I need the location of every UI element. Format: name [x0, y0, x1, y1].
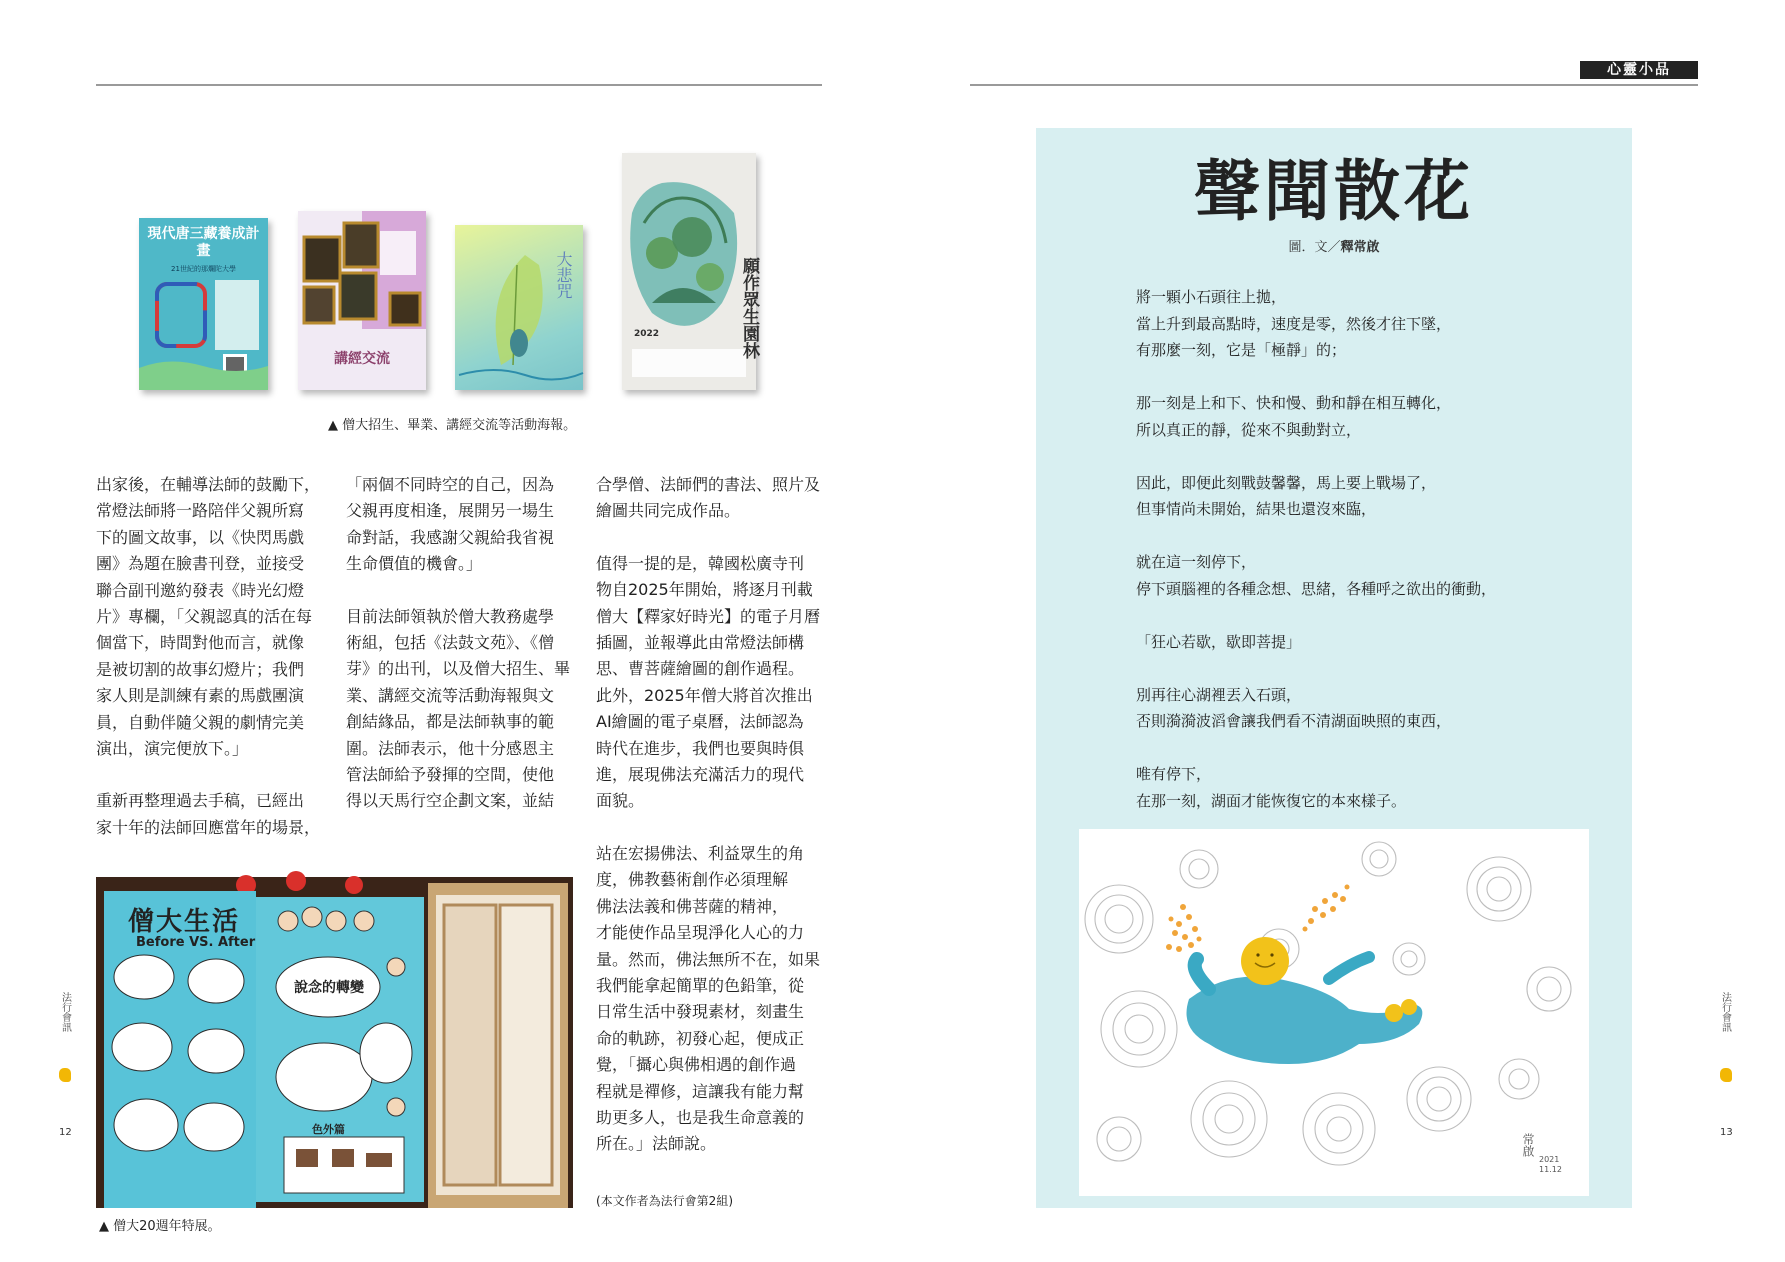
stanza-gap: [1136, 523, 1496, 550]
text-line: 「兩個不同時空的自己，因為: [346, 475, 555, 494]
text-line: 片》專欄，「父親認真的活在每: [96, 607, 313, 627]
stanza-gap: [1136, 655, 1496, 682]
poem-line: 有那麼一刻，它是「極靜」的；: [1136, 341, 1347, 359]
text-line: 才能使作品呈現淨化人心的力: [596, 923, 805, 943]
left-top-rule: [96, 84, 822, 86]
text-line: 圍。法師表示，他十分感恩主: [346, 738, 555, 758]
byline: [1036, 236, 1632, 255]
watercolor-painting: [1079, 829, 1589, 1196]
text-line: 命對話，我感謝父親給我省視: [346, 527, 555, 547]
hand-icon: [59, 1068, 71, 1082]
text-line: 程就是禪修，這讓我有能力幫: [596, 1081, 805, 1101]
poem-line: 但事情尚未開始，結果也還沒來臨，: [1136, 500, 1377, 518]
paragraph: [596, 841, 828, 1158]
text-column-3: [596, 472, 828, 1158]
text-line: 時代在進步，我們也要與時俱: [596, 738, 805, 758]
left-side-label: [58, 992, 72, 1036]
poster-illustration: [455, 225, 583, 390]
poem-line: 停下頭腦裡的各種念想、思緒，各種呼之欲出的衝動，: [1136, 579, 1497, 598]
text-line: 所在。」法師說。: [596, 1134, 717, 1154]
right-top-rule: [970, 84, 1698, 86]
text-column-2: [346, 472, 578, 815]
left-page-number: 12: [59, 1127, 72, 1138]
poem: [1136, 284, 1496, 814]
poem-line: 「狂心若歇，歇即菩提」: [1136, 632, 1302, 651]
poem-line: 就在這一刻停下，: [1136, 553, 1257, 571]
text-line: 常燈法師將一路陪伴父親所寫: [96, 501, 305, 521]
text-line: 演出，演完便放下。」: [96, 739, 249, 759]
poem-line: 否則漪漪波滔會讓我們看不清湖面映照的東西，: [1136, 712, 1452, 730]
text-line: 出家後，在輔導法師的鼓勵下，: [96, 475, 321, 494]
poem-line: 當上升到最高點時，速度是零，然後才往下墜，: [1136, 314, 1452, 333]
text-line: 目前法師領執於僧大教務處學: [346, 606, 555, 626]
text-line: 繪圖共同完成作品。: [596, 501, 741, 521]
byline-prefix: 圖．文／: [1288, 240, 1341, 255]
poem-line: 因此，即便此刻戰鼓馨馨，馬上要上戰場了，: [1136, 473, 1437, 492]
poem-line: 將一顆小石頭往上拋，: [1136, 288, 1287, 306]
byline-author: 釋常啟: [1340, 240, 1380, 255]
poem-line: 在那一刻，湖面才能恢復它的本來樣子。: [1136, 791, 1407, 810]
poster-recruitment: [139, 218, 268, 390]
side-label-text: 法行會訊: [59, 992, 71, 1032]
text-line: 物自2025年開始，將逐月刊載: [596, 580, 813, 600]
text-line: 助更多人，也是我生命意義的: [596, 1107, 805, 1127]
hand-icon: [1720, 1068, 1732, 1082]
right-side-label: [1718, 992, 1732, 1036]
text-line: 站在宏揚佛法、利益眾生的角: [596, 843, 805, 863]
text-line: 佛法法義和佛菩薩的精神，: [596, 896, 789, 916]
text-line: 術組，包括《法鼓文苑》、《僧: [346, 633, 555, 653]
poem-line: 別再往心湖裡丟入石頭，: [1136, 685, 1302, 704]
text-line: 合學僧、法師們的書法、照片及: [596, 475, 821, 494]
text-line: 個當下，時間對他而言，就像: [96, 633, 305, 653]
text-line: 度，佛教藝術創作必須理解: [596, 870, 789, 890]
text-line: 家十年的法師回應當年的場景，: [96, 817, 321, 837]
stanza-gap: [1136, 443, 1496, 470]
photo-caption: ▲ 僧大20週年特展。: [99, 1219, 221, 1234]
photo-small-label: 色外篇: [312, 1123, 345, 1136]
poster-great-compassion: [455, 225, 583, 390]
text-line: 我們能拿起簡單的色鉛筆，從: [596, 975, 805, 995]
paragraph: [346, 604, 578, 815]
exhibition-photo: [96, 877, 573, 1208]
author-footnote: (本文作者為法行會第2組): [596, 1194, 733, 1208]
paragraph: [596, 472, 828, 525]
text-line: 僧大【釋家好時光】的電子月曆: [596, 606, 821, 626]
text-line: 業、講經交流等活動海報與文: [346, 685, 555, 705]
text-line: 家人則是訓練有素的馬戲團演: [96, 686, 305, 706]
poster-year: 2022: [634, 329, 660, 339]
poem-line: 所以真正的靜，從來不與動對立，: [1136, 420, 1362, 439]
stanza-gap: [1136, 602, 1496, 629]
text-line: 重新再整理過去手稿，已經出: [96, 791, 305, 811]
text-line: 得以天馬行空企劃文案，並結: [346, 791, 555, 811]
paragraph: [96, 788, 328, 841]
article-title: 聲聞散花: [1194, 152, 1474, 230]
text-line: 下的圖文故事，以《快閃馬戲: [96, 527, 305, 547]
poster-sutra-exchange: [298, 211, 426, 390]
text-line: 創結緣品，都是法師執事的範: [346, 712, 555, 732]
text-line: 量。然而，佛法無所不在，如果: [596, 949, 821, 969]
side-label-text: 法行會訊: [1719, 992, 1731, 1032]
poster-title: 現代唐三藏養成計畫: [147, 226, 260, 259]
text-line: 父親再度相逢，展開另一場生: [346, 501, 555, 521]
text-line: 團》為題在臉書刊登，並接受: [96, 554, 305, 574]
section-tag: 心靈小品: [1580, 61, 1698, 79]
poster-title: 大悲咒: [554, 251, 573, 299]
text-line: 員，自動伴隨父親的劇情完美: [96, 712, 305, 732]
text-line: 日常生活中發現素材，刻畫生: [596, 1002, 805, 1022]
poster-subtitle: 21世紀的那爛陀大學: [171, 265, 236, 273]
photo-banner-subtitle: Before VS. After: [136, 935, 256, 950]
stanza-gap: [1136, 364, 1496, 391]
photo-panel-text: 說念的轉變: [294, 980, 364, 996]
text-line: 覺，「攝心與佛相遇的創作過: [596, 1055, 797, 1075]
text-line: AI繪圖的電子桌曆，法師認為: [596, 712, 804, 732]
poster-title: 願作眾生園林: [739, 257, 759, 359]
poster-title: 講經交流: [334, 351, 390, 367]
painting-signature: 常啟: [1521, 1133, 1535, 1157]
photo-banner-title: 僧大生活: [128, 907, 241, 937]
paragraph: [596, 551, 828, 815]
right-page-number: 13: [1720, 1127, 1733, 1138]
text-line: 管法師給予發揮的空間，使他: [346, 765, 555, 785]
text-line: 芽》的出刊，以及僧大招生、畢: [346, 659, 571, 679]
poster-graduation: [622, 153, 759, 390]
text-line: 進，展現佛法充滿活力的現代: [596, 765, 805, 785]
paragraph: [346, 472, 578, 578]
painting-illustration: [1079, 829, 1589, 1196]
poem-line: 唯有停下，: [1136, 765, 1212, 783]
posters-caption: ▲ 僧大招生、畢業、講經交流等活動海報。: [328, 418, 577, 433]
paragraph: [96, 472, 328, 762]
text-line: 命的軌跡，初發心起，便成正: [596, 1028, 805, 1048]
text-column-1: [96, 472, 328, 841]
poster-illustration: [139, 218, 268, 390]
text-line: 是被切割的故事幻燈片；我們: [96, 659, 305, 679]
text-line: 聯合副刊邀約發表《時光幻燈: [96, 580, 305, 600]
text-line: 此外，2025年僧大將首次推出: [596, 685, 813, 705]
poem-line: 那一刻是上和下、快和慢、動和靜在相互轉化，: [1136, 394, 1452, 412]
text-line: 值得一提的是，韓國松廣寺刊: [596, 553, 805, 573]
stanza-gap: [1136, 735, 1496, 762]
text-line: 面貌。: [596, 791, 645, 811]
text-line: 生命價值的機會。」: [346, 554, 483, 574]
painting-date: 2021 11.12: [1539, 1155, 1562, 1174]
text-line: 思、曹菩薩繪圖的創作過程。: [596, 659, 805, 679]
text-line: 插圖，並報導此由常燈法師構: [596, 633, 805, 653]
